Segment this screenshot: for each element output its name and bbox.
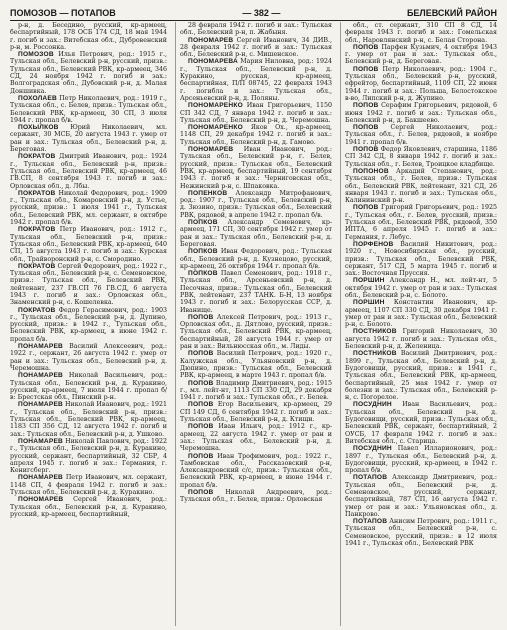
entry-surname: ПОКРАТОВ xyxy=(18,226,56,234)
entry-surname: ПОРФЕНОВ xyxy=(353,240,394,248)
entry-surname: ПОПКОВ xyxy=(188,219,218,227)
memorial-entry xyxy=(10,372,167,401)
entry-surname: ПОСУДНИН xyxy=(353,445,392,453)
entry-surname: ПОНОМАРЕВА xyxy=(188,58,239,66)
entry-surname: ПОНАМАРЕВ xyxy=(18,372,64,380)
memorial-entry xyxy=(180,248,332,270)
entry-text: Егор Васильевич, кр-армеец, 29 СП 149 СД, 6 сентября 1942 г. погиб и зах.: Тульская обл., Белевский р-н, д. Ктищи. xyxy=(180,401,332,424)
memorial-entry xyxy=(345,124,497,146)
memorial-entry xyxy=(180,190,332,219)
entry-text: Дмитрий Иванович, род.: 1924 г., Тульская обл., Белевский р-н, призв.: Тульская обл., Белевский РВК, кр-армеец, 46 ГВ.СП, 8 сентября 1943 г. погиб и зах.: Орловская обл., д. Лбы. xyxy=(10,153,167,190)
column-3 xyxy=(340,22,497,626)
memorial-entry xyxy=(10,153,167,189)
memorial-entry xyxy=(345,350,497,401)
memorial-entry xyxy=(10,496,167,518)
entry-surname: ПОКРАТОВ xyxy=(18,189,56,197)
entry-text: Николай Васильевич, род.: Тульская обл., Белевский р-н, д. Куракино, русский, кр-армеец, 7 июля 1944 г. пропал б/в: Брестская обл., Пинский р-н. xyxy=(10,372,167,402)
entry-text: Сергей Николаевич, род.: Тульская обл., г. Белев, рядовой, в ноябре 1941 г. пропал б/в. xyxy=(345,124,497,146)
entry-surname: ПОПКОВ xyxy=(188,270,218,278)
entry-text: Василий Дмитриевич, род.: 1899 г., Тульская обл., Белевский р-н, д. Будоговищи, русский, призв.: в 1941 г., Тульская обл., Белевский РВК, кр-армеец, беспартийный, 25 мая 1942 г. умер от болезни и зах.: Тульская обл., Белевский р-н, с. Погорелое. xyxy=(345,350,497,402)
entry-text: Иван Иванович, род.: Тульская обл., Белевский р-н, г. Белев, русский, призв.: Тульская обл., Белевский РВК, кр-армеец, беспартийный, 19 сентября 1943 г. погиб и зах.: Черниговская обл., Нежинский р-н, с. Шпаковка. xyxy=(180,146,332,190)
entry-text: Серафим Григорьевич, рядовой, 6 июня 1942 г. погиб и зах.: Тульская обл., Белевский р-н, д. Бакшеево. xyxy=(345,102,497,124)
entry-surname: ПОПОВ xyxy=(353,65,379,73)
entry-surname: ПОСУДНИН xyxy=(353,401,392,409)
entry-surname: ПОХОЛАЕВ xyxy=(18,94,57,102)
entry-surname: ПОСТНИКОВ xyxy=(353,350,397,358)
memorial-entry xyxy=(180,124,332,146)
entry-text: Сергей Федорович, род.: 1922 г., Тульская обл., Белевский р-н, с. Семеновское, призв.: Тульская обл., Белевский РВК, лейтенант, 237 ГВ.СП 76 ГВ.СД, 6 августа 1943 г. погиб и зах.: Орловская обл., Знаменский р-н, с. Кошелевка. xyxy=(10,262,167,307)
memorial-entry xyxy=(10,343,167,372)
memorial-entry xyxy=(345,168,497,204)
entry-surname: ПОПОНОВ xyxy=(353,167,389,175)
entry-text: Юрий Николаевич, мл. сержант, 30 МСБ, 20 августа 1943 г. умер от ран и зах.: Тульская обл., Белевский р-н, д. Береговая. xyxy=(10,124,167,154)
entry-surname: ПОПОВ xyxy=(353,146,379,154)
entry-surname: ПОРШИН xyxy=(353,299,385,307)
entry-surname: ПОПОВ xyxy=(353,43,379,51)
entry-text: Василий Никитович, род.: 1920 г., Новосибирская обл., русский, призв.: Тульская обл., Белевский РВК, сержант, 517 СД, 5 марта 1945 г. погиб и зах.: Восточная Пруссия. xyxy=(345,240,497,278)
entry-surname: ПОСТНИКОВ xyxy=(353,328,397,336)
entry-surname: ПОТАПОВ xyxy=(353,518,388,526)
memorial-entry xyxy=(345,22,497,44)
entry-text: Николай Иванович, род.: 1921 г., Тульская обл., Белевский р-н, призв.: Тульская обл., Белевский РВК, кр-армеец, 1183 СП 356 СД, 12 августа 1942 г. погиб и зах.: Тульская обл., Белевский р-н, д. Ушково. xyxy=(10,401,167,438)
entry-surname: ПОПОВ xyxy=(353,204,379,212)
entry-text: Николай Андреевич, род.: Тульская обл., г. Белев, призв.: Орловская xyxy=(180,489,332,504)
header-right: БЕЛЕВСКИЙ РАЙОН xyxy=(406,8,497,18)
entry-text: обл., ст. сержант, 310 СП 8 СД, 14 февраля 1943 г. погиб и зах.: Гомельская обл., Наровлянский р-н, с. Белая Сторона. xyxy=(345,22,497,44)
entry-text: Петр Иванович, род.: 1912 г., Тульская обл., Белевский р-н, призв.: Тульская обл., Белевский РВК, кр-армеец, 640 СП, 15 августа 1943 г. погиб и зах.: Курская обл., Трайворонский р-н, с. Смородино. xyxy=(10,226,167,263)
entry-text: Яков Ох., кр-армеец, 1148 СП, 29 декабря 1942 г. погиб и зах.: Тульская обл., Белевский р-н, д. Гамово. xyxy=(180,124,332,146)
entry-text: Федор Герасимович, род.: 1903 г., Тульская обл., Белевский р-н, д. Дупино, русский, призв.: в 1942 г., Тульская обл., Белевский РВК, кр-армеец, в июне 1942 г. пропал б/в. xyxy=(10,306,167,343)
entry-surname: ПОПОВ xyxy=(188,350,214,358)
running-header xyxy=(10,4,497,21)
entry-surname: ПОМОЗОВ xyxy=(18,51,54,59)
page-number: — 382 — xyxy=(242,8,281,18)
memorial-entry xyxy=(10,474,167,496)
entry-text: Илья Петрович, род.: 1915 г., Тульская обл., Белевский р-н, русский, призв.: Тульская обл., Белевский РВК, кр-армеец, 346 СД, 24 ноября 1942 г. погиб и зах.: Волгоградская обл., Дубовский р-н, д. Малая Доншивка. xyxy=(10,51,167,95)
entry-surname: ПОПОВ xyxy=(188,489,214,496)
column-1 xyxy=(10,22,167,626)
entry-text: Петр Николаевич, род.: 1919 г., Тульская обл., с. Белев, призв.: Тульская обл., Белевский РВК, кр-армеец, 30 СП, 3 июля 1944 г. пропал б/в. xyxy=(10,94,167,124)
entry-surname: ПОНОМАРЕНКО xyxy=(188,102,243,110)
memorial-entry xyxy=(180,58,332,102)
memorial-entry xyxy=(345,241,497,277)
memorial-entry xyxy=(345,299,497,328)
entry-text: Григорий Григорьевич, род.: 1925 г., Тульская обл., г. Белев, русский, призв.: Тульская обл., Белевский РВК, рядовой, 350 ИПТА, 6 апреля 1945 г. погиб и зах.: Германия, г. Лебус. xyxy=(345,204,497,241)
entry-text: Петр Николаевич, род.: 1904 г., Тульская обл., Белевский р-н, русский, ефрейтор, беспартийный, 1109 СП, 22 июня 1944 г. погиб и зах.: Польша, Белостокское в-во, Липский р-н, д. Жупино. xyxy=(345,65,497,102)
entry-text: Иван Федорович, род.: Тульская обл., Белевский р-н, д. Кузнецово, русский, кр-армеец, 26 октября 1944 г. пропал б/в. xyxy=(180,248,332,270)
entry-text: Алексей Петрович, род.: 1913 г., Орловская обл., д. Дятлово, русский, призв.: Тульская обл., Белевский РВК, кр-армеец, беспартийный, 28 августа 1944 г. умер от ран и зах.: Вильнюсская обл., м. Лиды. xyxy=(180,313,332,351)
text-columns xyxy=(10,22,497,626)
entry-surname: ПОНАМАРЕВ xyxy=(18,474,64,482)
memorial-entry xyxy=(10,263,167,307)
memorial-entry xyxy=(180,219,332,248)
entry-text: Мария Ниловна, род.: 1924 г., Тульская обл., Белевский р-н, д. Куракино, русская, кр-армеец, беспартийная, П/П 08745, 22 февраля 1943 г. погибла и зах.: Тульская обл., Арсеньевский р-н, д. Поляны. xyxy=(180,58,332,102)
entry-surname: ПОНАМАРЕВ xyxy=(18,343,64,351)
entry-text: Александр Семенович, кр-армеец, 171 СП, 30 сентября 1942 г. умер от ран и зах.: Тульская обл., Белевский р-н, д. Береговая. xyxy=(180,219,332,248)
entry-text: Аркадий Степанович, род.: Тульская обл., г. Белев, призв.: Тульская обл., Белевский РВК, лейтенант, 321 СД, 26 января 1943 г. погиб и зах.: Тульская обл., Калининский р-н. xyxy=(345,167,497,205)
entry-text: р-н, д. Беседино, русский, кр-армеец, беспартийный, 178 ОСБ 174 СД, 18 мая 1944 г. погиб и зах.: Витебская обл., Дубровенский р-н, м. Россонка. xyxy=(10,22,167,51)
memorial-entry xyxy=(180,37,332,59)
memorial-entry xyxy=(180,423,332,452)
memorial-entry xyxy=(10,51,167,95)
entry-surname: ПОТАПОВ xyxy=(353,474,388,482)
memorial-entry xyxy=(345,44,497,66)
memorial-entry xyxy=(10,124,167,153)
memorial-entry xyxy=(10,226,167,262)
entry-text: Григорий Николаевич, 30 августа 1942 г. погиб и зах.: Тульская обл., Белевский р-н, д. Желеница. xyxy=(345,328,497,351)
memorial-entry xyxy=(345,474,497,518)
entry-text: Александр Митрофанович, род.: 1907 г., Тульская обл., Белевский р-н, д. Зюзино, призв.: Тульская обл., Белевский РВК, рядовой, в апреле 1942 г. пропал б/в. xyxy=(180,189,332,219)
memorial-entry xyxy=(180,401,332,423)
entry-surname: ПОПОВ xyxy=(353,124,379,132)
entry-text: Николай Павлович, род.: 1922 г., Тульская обл., Белевский р-н, д. Куракино, русский, сержант, беспартийный, 32 СБР, 4 апреля 1945 г. погиб и зах.: Германия, г. Кенигсберг. xyxy=(10,437,167,475)
memorial-entry xyxy=(345,445,497,474)
entry-text: Анисим Петрович, род.: 1911 г., Тульская обл., Белевский р-н, с. Семеновское, русский, призв.: в 12 июля 1941 г., Тульская обл., Белевский РВК xyxy=(345,518,497,548)
column-2 xyxy=(175,22,332,626)
entry-text: Петр Иванович, мл. сержант, 1148 СП, 4 февраля 1942 г. погиб и зах.: Тульская обл., Белевский р-н, д. Куракино. xyxy=(10,474,167,496)
entry-surname: ПОКРАТОВ xyxy=(18,306,56,314)
memorial-entry xyxy=(10,307,167,343)
entry-text: Сергей Иванович, род.: Тульская обл., Белевский р-н, д. Куракино, русский, кр-армеец, беспартийный, xyxy=(10,496,167,518)
memorial-entry xyxy=(180,146,332,190)
memorial-entry xyxy=(10,438,167,474)
memorial-entry xyxy=(180,380,332,402)
memorial-entry xyxy=(10,401,167,437)
entry-surname: ПОНОМАРЕВ xyxy=(18,496,64,504)
memorial-entry xyxy=(180,270,332,314)
entry-surname: ПОНАМАРЕВ xyxy=(18,401,64,409)
memorial-entry xyxy=(345,328,497,350)
entry-text: Николай Федорович, род.: 1909 г., Тульская обл., Комаровский р-н, д. Устье, русский, призв.: 1 июля 1941 г., Тульская обл., Белевский РВК, мл. сержант, в октябре 1942 г. пропал б/в. xyxy=(10,189,167,227)
memorial-entry xyxy=(180,489,332,504)
entry-surname: ПОКРАТОВ xyxy=(18,262,56,270)
entry-surname: ПОПОВ xyxy=(188,423,214,431)
entry-surname: ПОПОВ xyxy=(188,313,214,321)
memorial-entry xyxy=(180,22,332,37)
memorial-entry xyxy=(180,350,332,379)
entry-text: Иван Григорьевич, 1150 СП 342 СД, 7 января 1942 г. погиб и зах.: Тульская обл., Белевский р-н, д. Черемошна. xyxy=(180,102,332,124)
memorial-entry xyxy=(180,453,332,489)
entry-surname: ПОПКОВ xyxy=(188,248,218,256)
memorial-entry xyxy=(345,204,497,240)
entry-surname: ПОНОМАРЕВ xyxy=(188,36,234,44)
entry-text: Иван Трофимович, род.: 1922 г., Тамбовская обл., Рассказовский р-н, Александровский с/с, призв.: Тульская обл., Белевский РВК, кр-армеец, в июне 1944 г. пропал б/в. xyxy=(180,452,332,489)
memorial-entry xyxy=(180,102,332,124)
entry-text: Василий Петрович, род.: 1920 г., Калужская обл., Ульяновский р-н, д. Дюпино, призв.: Тульская обл., Белевский РВК, кр-армеец, в марте 1943 г. пропал б/в. xyxy=(180,350,332,380)
entry-surname: ПОНАМАРЕВ xyxy=(18,437,64,445)
entry-text: Павел Илларионович, род.: 1897 г., Тульская обл., Белевский р-н, д. Будоговищи, русский, кр-армеец, в 1942 г. пропал б/в. xyxy=(345,445,497,475)
header-left: ПОМОЗОВ — ПОТАПОВ xyxy=(10,8,116,18)
entry-text: Владимир Дмитриевич, род.: 1915 г., мл. лейт-нт, 1113 СП 330 СД, 29 декабря 1941 г. погиб и зах.: Тульская обл., г. Белев. xyxy=(180,379,332,402)
entry-text: Василий Алексеевич, род.: 1922 г., сержант, 26 августа 1942 г. умер от ран и зах.: Тульская обл., Белевский р-н, д. Черемошна. xyxy=(10,343,167,372)
entry-surname: ПОНОМАРЕВ xyxy=(188,146,234,154)
entry-text: Константин Иванович, кр-армеец, 1107 СП 330 СД, 30 декабря 1941 г. умер от ран и зах.: Тульская обл., Белевский р-н, с. Болото. xyxy=(345,299,497,329)
entry-text: Павел Семенович, род.: 1918 г., Тульская обл., Арсеньевский р-н, д. Песочная, призв.: Тульская обл., Белевский РВК, лейтенант, 237 ТАНК. Б-Н, 13 ноября 1943 г. погиб и зах.: Белорусская ССР, д. Иванище. xyxy=(180,270,332,314)
memorial-entry xyxy=(10,95,167,124)
entry-surname: ПОПОВ xyxy=(353,102,379,110)
memorial-entry xyxy=(345,401,497,445)
entry-text: Парфен Кузьмич, 4 октября 1943 г. умер от ран и зах.: Тульская обл., Белевский р-н, д. Береговая. xyxy=(345,43,497,66)
memorial-entry xyxy=(10,22,167,51)
entry-surname: ПОПОВ xyxy=(188,379,214,387)
memorial-entry xyxy=(345,102,497,124)
memorial-entry xyxy=(345,66,497,102)
entry-surname: ПОПОВ xyxy=(188,401,214,409)
memorial-entry xyxy=(345,518,497,547)
entry-surname: ПОПОВ xyxy=(188,452,214,460)
entry-text: Сергей Иванович, 34 ДИВ., 28 февраля 1942 г. погиб и зах.: Тульская обл., Белевский р-н, с. Мишенское. xyxy=(180,36,332,59)
memorial-entry xyxy=(345,146,497,168)
entry-text: Иван Ильич, род.: 1912 г., кр-армеец, 22 августа 1942 г. умер от ран и зах.: Тульская обл., Белевский р-н, д. Черемошна. xyxy=(180,423,332,453)
entry-surname: ПОНОМАРЕНКО xyxy=(188,124,243,132)
memorial-entry xyxy=(345,277,497,299)
entry-text: Федор Яковлевич, старшина, 1186 СП 342 СД, 8 января 1942 г. погиб и зах.: Тульская обл., г. Белев, Троицкое кладбище. xyxy=(345,146,497,168)
memorial-entry xyxy=(10,190,167,226)
entry-text: Иван Васильевич, род.: Тульская обл., Белевский р-н, д. Будоговищи, русский, призв.: Тульская обл., Белевский РВК, сержант, беспартийный, 2 ОУСБ, 17 февраля 1942 г. погиб и зах.: Витебская обл., с. Старица. xyxy=(345,401,497,445)
entry-surname: ПОРШИН xyxy=(353,277,385,285)
entry-surname: ПОХЫЛКОВ xyxy=(18,124,59,132)
entry-text: Александр Дмитриевич, род.: Тульская обл., Белевский р-н, д. Семеновское, русский, сержант, беспартийный, 787 СП, 16 августа 1942 г. умер от ран и зах.: Ульяновская обл., д. Панкрово. xyxy=(345,474,497,518)
memorial-entry xyxy=(180,314,332,350)
entry-text: Александр Н., мл. лейт-нт, 5 октября 1942 г. умер от ран и зах.: Тульская обл., Белевский р-н, с. Болото. xyxy=(345,277,497,299)
entry-surname: ПОПЕНКОВ xyxy=(188,189,228,197)
entry-text: 28 февраля 1942 г. погиб и зах.: Тульская обл., Белевский р-н, п. Жабыня. xyxy=(180,22,332,37)
entry-surname: ПОКРАТОВ xyxy=(18,153,56,161)
